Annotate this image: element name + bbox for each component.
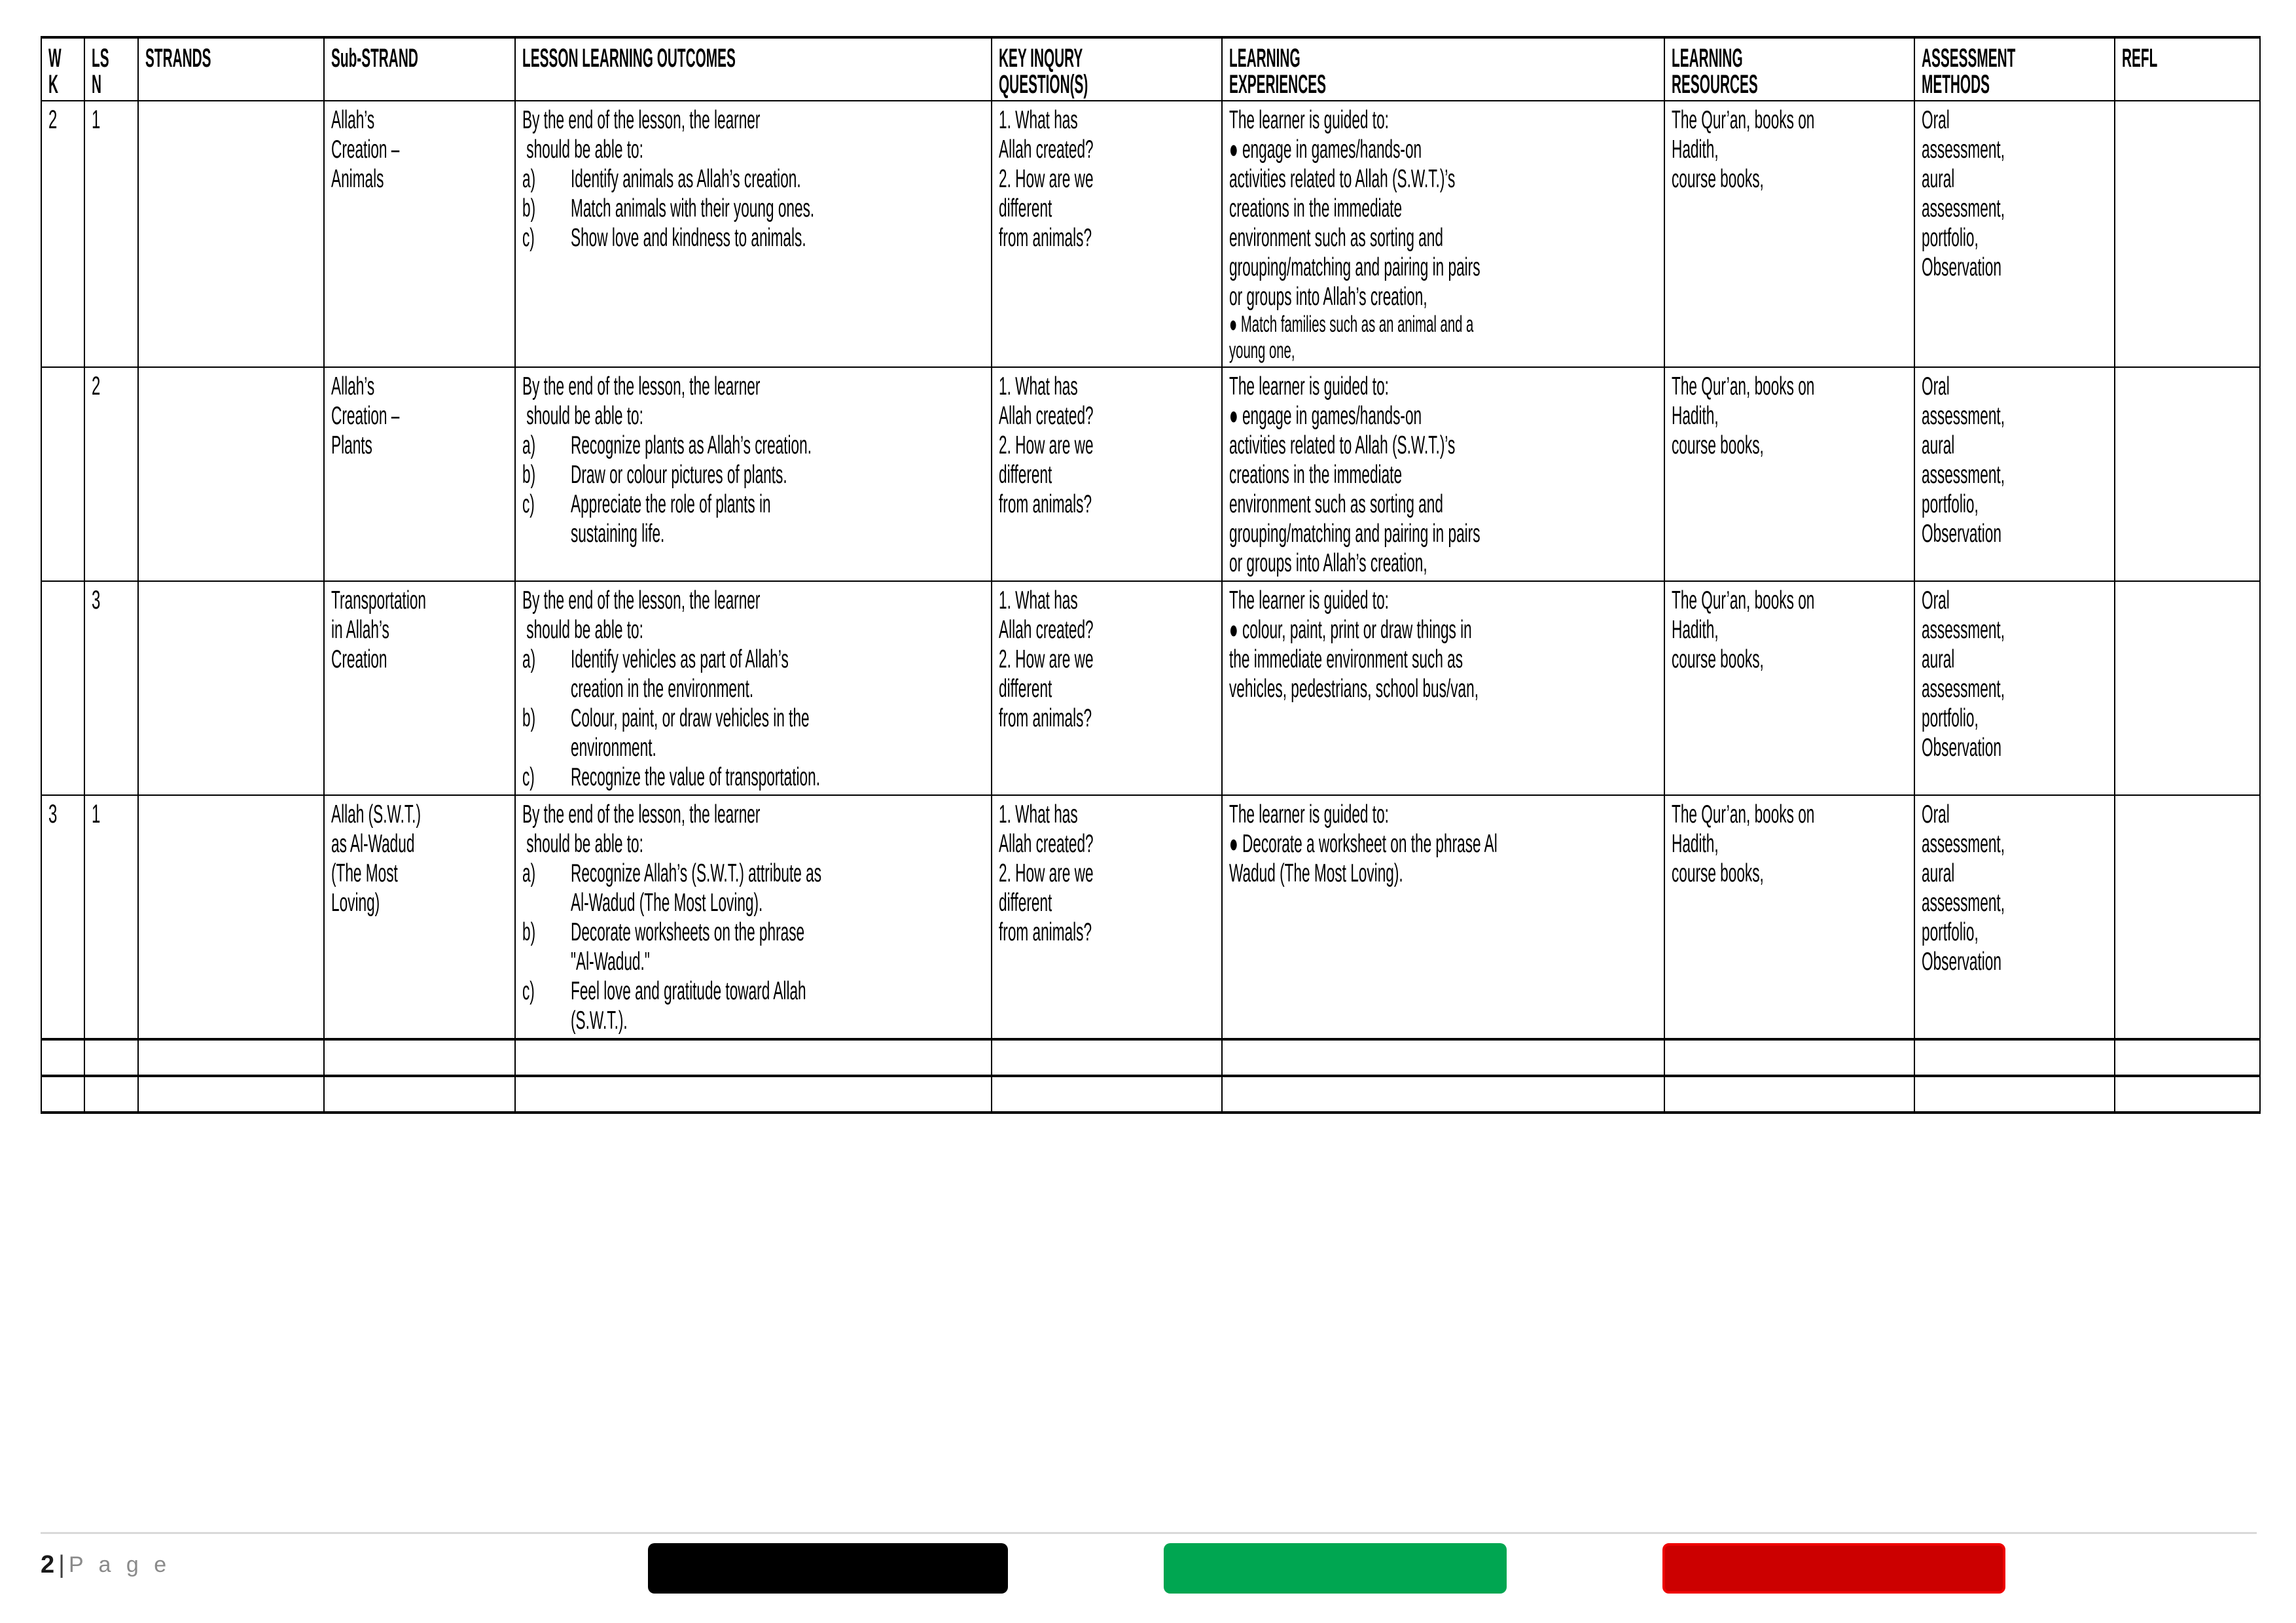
text-line: Hadith, (1672, 135, 1719, 164)
header-line: METHODS (1922, 70, 1990, 99)
text-line: The learner is guided to: (1229, 106, 1389, 134)
cell-learning-experiences (1222, 101, 1664, 367)
cell-empty (992, 1076, 1222, 1113)
column-header-sub-strand (324, 37, 515, 101)
cell-empty (84, 1076, 138, 1113)
text-line: ● Match families such as an animal and a (1229, 312, 1474, 337)
text-line: assessment, (1922, 461, 2005, 489)
outcome-text: Identify vehicles as part of Allah’s (571, 645, 789, 673)
text-line: Allah’s (331, 106, 375, 134)
table-body (41, 101, 2260, 1113)
text-line: environment such as sorting and (1229, 224, 1443, 252)
header-line: W (48, 44, 62, 73)
text-line: aural (1922, 165, 1955, 193)
text-line: Allah created? (999, 135, 1094, 164)
header-line: ASSESSMENT (1922, 44, 2016, 73)
outcome-line (522, 947, 986, 976)
outcome-text: Feel love and gratitude toward Allah (571, 977, 806, 1005)
cell-empty (138, 1039, 324, 1076)
text-line: The Qur’an, books on (1672, 372, 1815, 401)
text-line: ● engage in games/hands-on (1229, 402, 1422, 430)
text-line: assessment, (1922, 616, 2005, 644)
table-row-empty (41, 1076, 2260, 1113)
page-word: P a g e (69, 1552, 171, 1577)
column-header-assessment-methods (1914, 37, 2115, 101)
table-row-empty (41, 1039, 2260, 1076)
outcome-text: creation in the environment. (571, 675, 754, 703)
text-line: Transportation (331, 586, 427, 615)
outcome-marker: b) (522, 461, 536, 489)
outcome-line (522, 704, 986, 733)
outcomes-list (522, 431, 986, 548)
text-line: ● colour, paint, print or draw things in (1229, 616, 1472, 644)
text-line: young one, (1229, 338, 1295, 363)
table-row (41, 581, 2260, 795)
cell-learning-resources (1664, 101, 1914, 367)
page-footer (41, 1551, 171, 1584)
text-line: assessment, (1922, 135, 2005, 164)
cell-empty (1222, 1076, 1664, 1113)
text-line: course books, (1672, 431, 1764, 459)
cell-empty (992, 1039, 1222, 1076)
header-line: N (92, 70, 102, 99)
text-line: from animals? (999, 224, 1092, 252)
text-line: in Allah’s (331, 616, 389, 644)
outcome-marker: a) (522, 859, 536, 887)
text-line: 1. What has (999, 372, 1078, 401)
text-line: 2. How are we (999, 859, 1094, 887)
outcome-marker: c) (522, 490, 535, 518)
cell-empty (2115, 1039, 2260, 1076)
text-line: The learner is guided to: (1229, 586, 1389, 615)
text-line: Hadith, (1672, 830, 1719, 858)
text-line: The Qur’an, books on (1672, 800, 1815, 829)
text-line: activities related to Allah (S.W.T.)’s (1229, 431, 1456, 459)
text-line: ● Decorate a worksheet on the phrase Al (1229, 830, 1498, 858)
cell-empty (324, 1076, 515, 1113)
outcome-line (522, 918, 986, 947)
outcome-text: Show love and kindness to animals. (571, 224, 806, 252)
header-line: LEARNING (1229, 44, 1300, 73)
text-line: the immediate environment such as (1229, 645, 1463, 673)
cell-empty (84, 1039, 138, 1076)
cell-lesson-number (84, 101, 138, 367)
outcomes-list (522, 859, 986, 1035)
cell-empty (1914, 1076, 2115, 1113)
text-line: assessment, (1922, 675, 2005, 703)
outcome-marker: a) (522, 431, 536, 459)
cell-assessment-methods (1914, 367, 2115, 581)
column-header-wk (41, 37, 84, 101)
outcome-line (522, 762, 986, 792)
text-line: should be able to: (522, 616, 643, 644)
header-line: LS (92, 44, 109, 73)
page-number: 2 (41, 1551, 55, 1578)
text-line: vehicles, pedestrians, school bus/van, (1229, 675, 1479, 703)
text-line: By the end of the lesson, the learner (522, 800, 761, 829)
outcome-text: environment. (571, 734, 656, 762)
cell-empty (515, 1076, 992, 1113)
outcome-marker: a) (522, 645, 536, 673)
lesson-plan-table (41, 36, 2261, 1114)
cell-sub-strand (324, 581, 515, 795)
outcome-text: "Al-Wadud." (571, 948, 650, 976)
outcome-line (522, 223, 986, 253)
cell-lesson-number (84, 367, 138, 581)
outcome-text: Recognize plants as Allah’s creation. (571, 431, 812, 459)
text-line: or groups into Allah’s creation, (1229, 549, 1427, 577)
text-line: creations in the immediate (1229, 194, 1403, 223)
outcome-text: Al-Wadud (The Most Loving). (571, 889, 763, 917)
cell-week (41, 101, 84, 367)
cell-key-inquiry-questions (992, 581, 1222, 795)
text-line: The learner is guided to: (1229, 800, 1389, 829)
cell-learning-resources (1664, 795, 1914, 1039)
cell-assessment-methods (1914, 795, 2115, 1039)
outcome-marker: b) (522, 194, 536, 223)
text-line: different (999, 675, 1052, 703)
text-line: assessment, (1922, 830, 2005, 858)
column-header-refl (2115, 37, 2260, 101)
header-line: LEARNING (1672, 44, 1743, 73)
text-line: assessment, (1922, 889, 2005, 917)
outcome-line (522, 164, 986, 194)
text-line: The learner is guided to: (1229, 372, 1389, 401)
text-line: as Al-Wadud (331, 830, 415, 858)
outcome-line (522, 674, 986, 704)
outcome-line (522, 888, 986, 918)
outcome-marker: b) (522, 918, 536, 946)
text-line: 2. How are we (999, 165, 1094, 193)
cell-learning-resources (1664, 581, 1914, 795)
text-line: By the end of the lesson, the learner (522, 586, 761, 615)
outcome-text: Recognize Allah’s (S.W.T.) attribute as (571, 859, 822, 887)
text-line: Animals (331, 165, 384, 193)
text-line: ● engage in games/hands-on (1229, 135, 1422, 164)
table-header-row (41, 37, 2260, 101)
cell-strands (138, 795, 324, 1039)
text-line: should be able to: (522, 830, 643, 858)
cell-assessment-methods (1914, 101, 2115, 367)
outcome-text: Draw or colour pictures of plants. (571, 461, 787, 489)
outcome-marker: c) (522, 977, 535, 1005)
outcome-text: Colour, paint, or draw vehicles in the (571, 704, 810, 732)
text-line: portfolio, (1922, 224, 1979, 252)
cell-assessment-methods (1914, 581, 2115, 795)
text-line: aural (1922, 645, 1955, 673)
text-line: different (999, 461, 1052, 489)
flag-bar-red (1662, 1543, 2005, 1594)
text-line: 1 (92, 105, 101, 134)
cell-week (41, 581, 84, 795)
text-line: assessment, (1922, 402, 2005, 430)
text-line: By the end of the lesson, the learner (522, 372, 761, 401)
outcome-text: (S.W.T.). (571, 1007, 628, 1035)
footer-divider (41, 1532, 2257, 1534)
header-line: KEY INQURY (999, 44, 1083, 73)
cell-lesson-learning-outcomes (515, 795, 992, 1039)
table-row (41, 367, 2260, 581)
outcomes-list (522, 164, 986, 253)
text-line: creations in the immediate (1229, 461, 1403, 489)
column-header-learning-resources (1664, 37, 1914, 101)
outcome-text: sustaining life. (571, 520, 665, 548)
cell-empty (1222, 1039, 1664, 1076)
cell-key-inquiry-questions (992, 795, 1222, 1039)
header-line: REFL (2122, 44, 2158, 73)
outcome-text: Recognize the value of transportation. (571, 763, 821, 791)
cell-empty (1664, 1076, 1914, 1113)
text-line: Creation (331, 645, 387, 673)
outcome-line (522, 859, 986, 888)
text-line: 1. What has (999, 800, 1078, 829)
cell-lesson-learning-outcomes (515, 581, 992, 795)
outcome-text: Decorate worksheets on the phrase (571, 918, 805, 946)
header-line: Sub-STRAND (331, 44, 418, 73)
column-header-lesson-learning-outcomes (515, 37, 992, 101)
text-line: course books, (1672, 165, 1764, 193)
outcome-line (522, 645, 986, 674)
cell-empty (41, 1039, 84, 1076)
outcome-line (522, 431, 986, 460)
text-line: from animals? (999, 918, 1092, 946)
outcome-line (522, 733, 986, 762)
header-line: RESOURCES (1672, 70, 1758, 99)
text-line: 1. What has (999, 106, 1078, 134)
text-line: course books, (1672, 645, 1764, 673)
text-line: 2. How are we (999, 645, 1094, 673)
text-line: Creation – (331, 135, 400, 164)
text-line: 3 (48, 800, 58, 829)
text-line: aural (1922, 431, 1955, 459)
outcome-line (522, 1006, 986, 1035)
text-line: portfolio, (1922, 918, 1979, 946)
text-line: The Qur’an, books on (1672, 106, 1815, 134)
text-line: Observation (1922, 948, 2001, 976)
text-line: 1 (92, 800, 101, 829)
cell-week (41, 795, 84, 1039)
cell-learning-experiences (1222, 581, 1664, 795)
text-line: should be able to: (522, 135, 643, 164)
cell-lesson-learning-outcomes (515, 101, 992, 367)
outcome-marker: b) (522, 704, 536, 732)
text-line: Plants (331, 431, 372, 459)
header-line: STRANDS (145, 44, 211, 73)
text-line: different (999, 194, 1052, 223)
text-line: Oral (1922, 800, 1950, 829)
text-line: Allah’s (331, 372, 375, 401)
text-line: from animals? (999, 490, 1092, 518)
cell-empty (1914, 1039, 2115, 1076)
outcome-text: Identify animals as Allah’s creation. (571, 165, 801, 193)
text-line: 3 (92, 586, 101, 615)
text-line: Observation (1922, 520, 2001, 548)
cell-learning-experiences (1222, 367, 1664, 581)
text-line: 2. How are we (999, 431, 1094, 459)
text-line: The Qur’an, books on (1672, 586, 1815, 615)
text-line: activities related to Allah (S.W.T.)’s (1229, 165, 1456, 193)
text-line: (The Most (331, 859, 398, 887)
text-line: Hadith, (1672, 402, 1719, 430)
text-line: Oral (1922, 372, 1950, 401)
text-line: from animals? (999, 704, 1092, 732)
header-line: K (48, 70, 59, 99)
cell-empty (2115, 1076, 2260, 1113)
cell-learning-experiences (1222, 795, 1664, 1039)
cell-sub-strand (324, 795, 515, 1039)
cell-strands (138, 101, 324, 367)
cell-lesson-number (84, 795, 138, 1039)
cell-strands (138, 367, 324, 581)
cell-lesson-number (84, 581, 138, 795)
text-line: Wadud (The Most Loving). (1229, 859, 1403, 887)
text-line: Allah created? (999, 616, 1094, 644)
cell-reflection (2115, 581, 2260, 795)
cell-empty (515, 1039, 992, 1076)
text-line: Oral (1922, 106, 1950, 134)
outcome-text: Match animals with their young ones. (571, 194, 815, 223)
text-line: environment such as sorting and (1229, 490, 1443, 518)
text-line: course books, (1672, 859, 1764, 887)
page-separator: | (58, 1551, 65, 1578)
cell-sub-strand (324, 367, 515, 581)
outcome-marker: a) (522, 165, 536, 193)
text-line: grouping/matching and pairing in pairs (1229, 520, 1480, 548)
cell-learning-resources (1664, 367, 1914, 581)
cell-reflection (2115, 101, 2260, 367)
text-line: Observation (1922, 253, 2001, 281)
cell-strands (138, 581, 324, 795)
cell-sub-strand (324, 101, 515, 367)
text-line: or groups into Allah’s creation, (1229, 283, 1427, 311)
cell-reflection (2115, 367, 2260, 581)
text-line: Hadith, (1672, 616, 1719, 644)
header-line: EXPERIENCES (1229, 70, 1326, 99)
table-row (41, 101, 2260, 367)
text-line: 2 (48, 105, 58, 134)
text-line: portfolio, (1922, 490, 1979, 518)
text-line: Allah (S.W.T.) (331, 800, 422, 829)
text-line: Allah created? (999, 402, 1094, 430)
cell-lesson-learning-outcomes (515, 367, 992, 581)
text-line: different (999, 889, 1052, 917)
flag-bar-green (1164, 1543, 1507, 1594)
column-header-key-inquiry-questions (992, 37, 1222, 101)
header-line: QUESTION(S) (999, 70, 1088, 99)
text-line: 1. What has (999, 586, 1078, 615)
outcome-line (522, 490, 986, 519)
cell-week (41, 367, 84, 581)
cell-empty (41, 1076, 84, 1113)
cell-key-inquiry-questions (992, 367, 1222, 581)
text-line: Loving) (331, 889, 380, 917)
text-line: should be able to: (522, 402, 643, 430)
table-row (41, 795, 2260, 1039)
outcome-marker: c) (522, 224, 535, 252)
text-line: aural (1922, 859, 1955, 887)
outcome-line (522, 519, 986, 548)
cell-reflection (2115, 795, 2260, 1039)
text-line: assessment, (1922, 194, 2005, 223)
outcome-marker: c) (522, 763, 535, 791)
text-line: 2 (92, 372, 101, 401)
flag-bar-black (648, 1543, 1008, 1594)
column-header-learning-experiences (1222, 37, 1664, 101)
outcome-line (522, 460, 986, 490)
cell-key-inquiry-questions (992, 101, 1222, 367)
text-line: By the end of the lesson, the learner (522, 106, 761, 134)
outcomes-list (522, 645, 986, 792)
column-header-lsn (84, 37, 138, 101)
column-header-strands (138, 37, 324, 101)
cell-empty (324, 1039, 515, 1076)
text-line: Observation (1922, 734, 2001, 762)
cell-empty (1664, 1039, 1914, 1076)
outcome-line (522, 976, 986, 1006)
text-line: grouping/matching and pairing in pairs (1229, 253, 1480, 281)
cell-empty (138, 1076, 324, 1113)
outcome-line (522, 194, 986, 223)
outcome-text: Appreciate the role of plants in (571, 490, 771, 518)
text-line: Allah created? (999, 830, 1094, 858)
header-line: LESSON LEARNING OUTCOMES (522, 44, 736, 73)
text-line: Creation – (331, 402, 400, 430)
text-line: Oral (1922, 586, 1950, 615)
text-line: portfolio, (1922, 704, 1979, 732)
